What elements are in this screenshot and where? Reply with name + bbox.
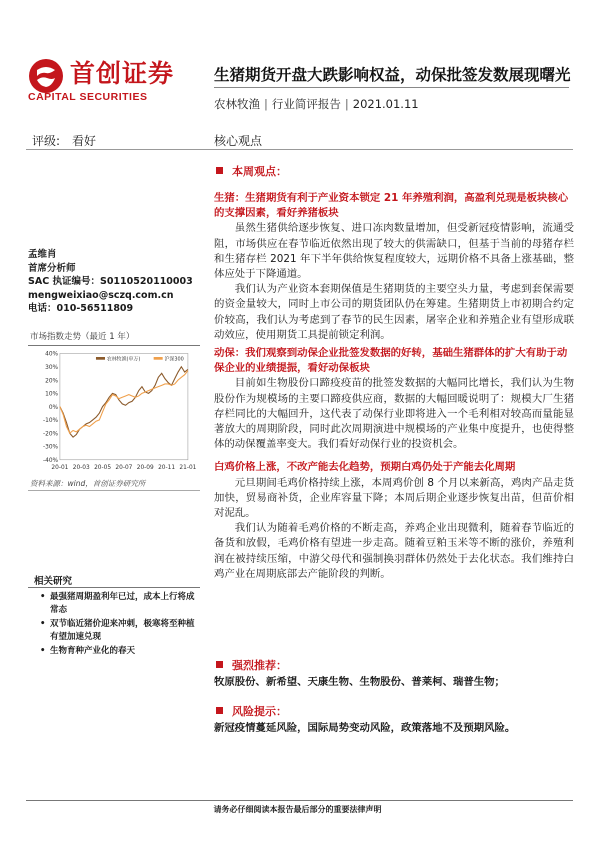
series-line-agri	[60, 367, 188, 437]
title-divider	[214, 87, 569, 88]
section-weekly-view	[216, 163, 287, 179]
x-tick-label: 20-09	[136, 464, 154, 471]
bullet-square-icon	[216, 167, 223, 174]
animal-health-paragraph: 目前如生物股份口蹄疫疫苗的批签发数据的大幅同比增长，我们认为生物股份作为规模场的主要口蹄疫供应商，数据的大幅回暖说明了：规模大厂生猪存栏同比的大幅回升，这代表了动保行业即将进入一个毛利相对较高而量能显著放大的周期阶段，同时此次周期演进中规模场的产业集中度提升，也使得整体的动保覆盖率变大。我们看好动保行业的投资机会。	[214, 377, 574, 451]
legend-swatch	[96, 357, 105, 360]
market-index-chart	[28, 348, 200, 476]
section-recommend-label: 强烈推荐：	[232, 659, 287, 672]
related-item[interactable]: • 最强猪周期盈利年已过，成本上行将成常态	[40, 591, 200, 617]
chart-divider	[28, 345, 200, 346]
footer-divider	[26, 800, 573, 801]
rating-row	[26, 127, 573, 150]
bullet-square-icon	[216, 661, 223, 668]
related-item[interactable]: • 双节临近猪价迎来冲刺，极寒将至种植有望加速兑现	[40, 618, 200, 644]
related-item[interactable]: • 生物育种产业化的春天	[40, 645, 200, 658]
rating-value: 看好	[72, 134, 97, 148]
y-tick-label: -10%	[43, 418, 59, 425]
report-type: 行业简评报告	[271, 97, 341, 111]
broiler-heading: 白鸡价格上涨，不改产能去化趋势，预期白鸡仍处于产能去化周期	[214, 461, 516, 474]
footer-disclaimer: 请务必仔细阅读本报告最后部分的重要法律声明	[213, 805, 382, 814]
legend-label: 沪深300	[164, 356, 184, 363]
section-weekly-view-label: 本周观点：	[232, 165, 287, 178]
logo-icon	[28, 58, 64, 94]
animal-health-heading: 动保：我们观察到动保企业批签发数据的好转，基础生猪群体的扩大有助于动保企业的业绩提振，看好动保板块	[214, 347, 568, 375]
analyst-name: 孟维肖	[28, 249, 57, 260]
brand-name-cn: 首创证券	[70, 59, 175, 88]
related-research-title: 相关研究	[34, 576, 73, 587]
analyst-title: 首席分析师	[28, 262, 76, 274]
x-tick-label: 20-07	[115, 464, 133, 471]
y-tick-label: 40%	[45, 351, 59, 358]
y-tick-label: 20%	[45, 378, 59, 385]
recommend-list: 牧原股份、新希望、天康生物、生物股份、普莱柯、瑞普生物；	[214, 676, 505, 688]
core-view-label: 核心观点	[214, 134, 263, 148]
y-tick-label: -30%	[43, 444, 59, 451]
x-tick-label: 20-11	[158, 464, 176, 471]
y-tick-label: -40%	[43, 458, 59, 465]
rating	[32, 132, 96, 149]
risk-text: 新冠疫情蔓延风险，国际局势变动风险，政策落地不及预期风险。	[214, 722, 516, 734]
main-body	[214, 191, 574, 582]
analyst-sac: SAC 执证编号：S0110520110003	[28, 276, 193, 287]
analyst-email: mengweixiao@sczq.com.cn	[28, 289, 174, 301]
related-research-list	[40, 591, 200, 659]
rating-label: 评级:	[32, 134, 61, 148]
x-tick-label: 20-01	[51, 464, 69, 471]
x-tick-label: 20-05	[94, 464, 112, 471]
report-meta: 农林牧渔 | 行业简评报告 | 2021.01.11	[214, 97, 419, 111]
analyst-info	[28, 248, 203, 316]
section-risk-label: 风险提示：	[232, 705, 287, 718]
x-tick-label: 21-01	[179, 464, 197, 471]
analyst-phone: 电话：010-56511809	[28, 303, 134, 314]
y-tick-label: 10%	[45, 391, 59, 398]
report-date: 2021.01.11	[352, 97, 419, 111]
broiler-paragraph-1: 元旦期间毛鸡价格持续上涨，本周鸡价创 8 个月以来新高，鸡肉产品走货加快，贸易商补货，企业库容量下降；本周后期企业逐步恢复出苗，但苗价相对泥乱。	[214, 476, 574, 520]
hog-heading: 生猪：生猪期货有利于产业资本锁定 21 年养殖利润，高盈利兑现是板块核心的支撑因素，看好养猪板块	[214, 192, 569, 220]
related-divider	[28, 587, 200, 588]
legend-swatch	[154, 357, 163, 360]
section-recommend	[216, 657, 287, 673]
chart-source-divider	[28, 490, 200, 491]
report-title: 生猪期货开盘大跌影响权益，动保批签发数展现曙光	[214, 66, 571, 84]
bullet-square-icon	[216, 707, 223, 714]
chart-source: 资料来源：wind，首创证券研究所	[30, 479, 146, 488]
hog-paragraph-1: 虽然生猪供给逐步恢复、进口冻肉数量增加，但受新冠疫情影响，流通受阻，市场供应在春节临近依然出现了较大的供需缺口，但基于当前的母猪存栏和生猪存栏 2021 年下半年供给恢复程度较大，远期价格不具备上涨基础，整体应处于下降通道。	[214, 222, 574, 281]
section-risk	[216, 703, 287, 719]
industry-label: 农林牧渔	[214, 97, 260, 111]
y-tick-label: 30%	[45, 364, 59, 371]
legend-label: 农林牧渔(申万)	[106, 356, 141, 363]
x-tick-label: 20-03	[72, 464, 90, 471]
y-tick-label: -20%	[43, 431, 59, 438]
y-tick-label: 0%	[48, 404, 59, 411]
series-line-csi300	[60, 371, 188, 433]
hog-paragraph-2: 我们认为产业资本套期保值是生猪期货的主要空头力量，考虑到套保需要的资金量较大，同时上市公司的期货团队仍在筹建。生猪期货上市初期合约定价较高，我们认为考虑到了春节的民生因素，屠宰企业和养殖企业有望形成联动效应，使用期货工具提前锁定利润。	[214, 283, 574, 341]
chart-frame	[60, 353, 188, 459]
chart-title: 市场指数走势（最近 1 年）	[30, 332, 135, 342]
brand-name-en: CAPITAL SECURITIES	[28, 91, 148, 103]
broiler-paragraph-2: 我们认为随着毛鸡价格的不断走高，养鸡企业出现微利，随着春节临近的备货和放假，毛鸡价格有望进一步走高。随着豆粕玉米等不断的涨价，养殖利润在被持续压缩，中游父母代和强制换羽群体仍然处于去化状态。我们维持白鸡产业在周期底部去产能阶段的判断。	[214, 522, 574, 580]
